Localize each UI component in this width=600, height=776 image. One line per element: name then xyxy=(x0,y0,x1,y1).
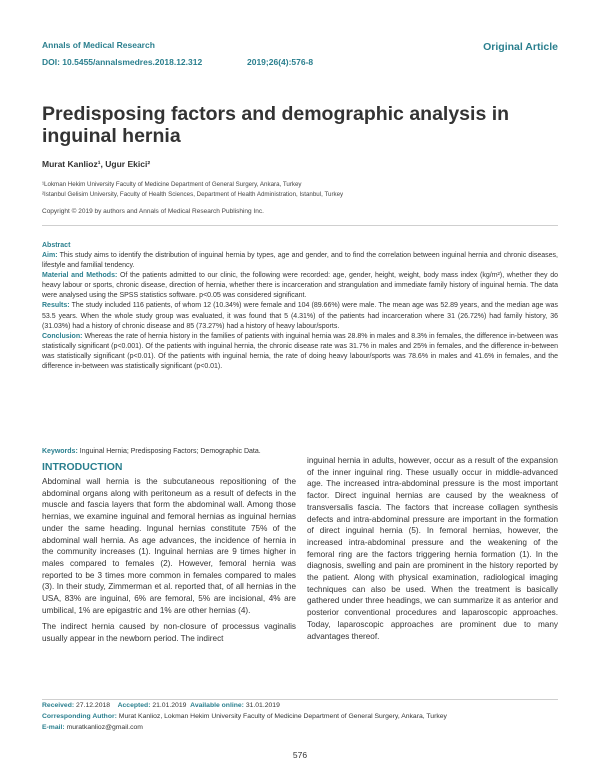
received-label: Received: xyxy=(42,702,75,709)
article-type: Original Article xyxy=(483,41,558,53)
abstract-body xyxy=(42,251,558,372)
section-heading-introduction: INTRODUCTION xyxy=(42,461,123,473)
paragraph: The indirect hernia caused by non-closure of processus vaginalis usually appear in the newborn period. The indirect xyxy=(42,622,296,644)
accepted-date: 21.01.2019 xyxy=(152,702,187,709)
doi[interactable]: DOI: 10.5455/annalsmedres.2018.12.312 xyxy=(42,57,203,67)
journal-name: Annals of Medical Research xyxy=(42,40,155,50)
abstract-heading: Abstract xyxy=(42,242,71,249)
aim-text: This study aims to identify the distribution of inguinal hernia by types, age and gender, and to find the correlation between inguinal hernia and chronic diseases, lifestyle and familial tendency. xyxy=(42,252,558,270)
available-label: Available online: xyxy=(190,702,244,709)
results-text: The study included 116 patients, of whom 12 (10.34%) were female and 104 (89.66%) were male. The mean age was 52.89 years, and the median age was 53.5 years. When the whole study group was evaluated, it was found that 5 (4.31%) of the patients had incarceration where 31 (26.72%) had family history, 36 (31.03%) had a history of chronic disease and 85 (73.27%) had a history of heavy labour/sports. xyxy=(42,302,558,330)
corresponding-line xyxy=(42,713,447,720)
divider xyxy=(42,225,558,226)
abstract-conclusion xyxy=(42,332,558,372)
paragraph: inguinal hernia in adults, however, occur as a result of the expansion of the inner inguinal ring. These usually occur in middle-advanced age. The increased intra-abdominal pressure is the most important factor. Direct inguinal hernias are caused by the weakness of transversalis fascia. The factors that increase collagen synthesis defects and intra-abdominal pressure are important in the formation of direct inguinal hernia (5). In femoral hernias, however, the increased intra-abdominal pressure and the weakening of the femoral ring are the factors triggering hernia formation (1). In the diagnosis, swelling and pain are prominent in the history reported by the patient. Along with physical examination, radiological imaging techniques can also be used. When the treatment is basically gathered under three headings, we can summarize it as anterior and posterior conventional procedures and laparoscopic approaches. Today, laparoscopic approaches are prominent due to many advantages thereof. xyxy=(307,456,558,641)
volume-pages: 2019;26(4):576-8 xyxy=(247,57,314,67)
email-line xyxy=(42,724,143,731)
article-title: Predisposing factors and demographic analysis in inguinal hernia xyxy=(42,103,510,147)
paragraph: Abdominal wall hernia is the subcutaneous repositioning of the abdominal organs along with peritoneum as a result of defects in the muscle and fascia layers that form the abdominal wall. Among those hernias, we examine inguinal and femoral hernias as inguinal hernias under the same heading. Ingunal hernias constitute 75% of the abdominal wall hernia. As age advances, the incidence of hernia in the community increases (1). Inguinal hernias are 9 times higher in males compared to females (2). However, femoral hernia was reported to be 3 times more common in females compared to males (3). In their study, Zimmerman et al. reported that, of all hernias in the USA, 83% are inguinal, 6% are femoral, 5% are incisional, 4% are umbilical, 1% are epigastric and 1% are other hernias (4). xyxy=(42,477,296,615)
affiliation-1: ¹Lokman Hekim University Faculty of Medicine Department of General Surgery, Ankara, Turkey xyxy=(42,181,302,188)
keywords xyxy=(42,448,261,455)
methods-text: Of the patients admitted to our clinic, the following were recorded: age, gender, height, weight, body mass index (kg/m²), whether they do heavy labour or sports, chronic disease, direction of hernia, whether there is incarceration and strangulation and immediate family history of inguinal hernia. The data were analysed using the SPSS statistics software. p<0.05 was considered significant. xyxy=(42,272,558,300)
conclusion-text: Whereas the rate of hernia history in the families of patients with inguinal hernia was 28.8% in males and 8.3% in females, the difference in-between was statistically significant (p<0.001). Of the patients with inguinal hernia, the chronic disease rate was 31.7% in males and 25% in females, and the difference in-between was statistically significant (p<0.01). Of the patients with inguinal hernia, the rate of doing heavy labour/sports was 78.6% in males and 41.6% in females, and the difference in-between was statistically significant (p<0.01). xyxy=(42,332,558,371)
results-label: Results: xyxy=(42,302,70,310)
email-link[interactable]: muratkanlioz@gmail.com xyxy=(66,724,143,731)
abstract-aim xyxy=(42,251,558,271)
conclusion-label: Conclusion: xyxy=(42,332,83,340)
body-column-right xyxy=(307,455,558,647)
abstract-methods xyxy=(42,271,558,301)
email-label: E-mail: xyxy=(42,724,65,731)
methods-label: Material and Methods: xyxy=(42,272,118,280)
authors: Murat Kanlioz¹, Ugur Ekici² xyxy=(42,159,151,169)
copyright: Copyright © 2019 by authors and Annals of Medical Research Publishing Inc. xyxy=(42,208,264,215)
corresponding-label: Corresponding Author: xyxy=(42,713,117,720)
keywords-label: Keywords: xyxy=(42,448,78,455)
available-date: 31.01.2019 xyxy=(245,702,280,709)
received-date: 27.12.2018 xyxy=(76,702,111,709)
page-number: 576 xyxy=(292,750,308,760)
dates-line xyxy=(42,702,280,709)
aim-label: Aim: xyxy=(42,252,58,259)
affiliation-2: ²Istanbul Gelisim University, Faculty of Health Sciences, Department of Health Administration, Istanbul, Turkey xyxy=(42,191,344,198)
keywords-text: Inguinal Hernia; Predisposing Factors; Demographic Data. xyxy=(79,448,261,455)
abstract-results xyxy=(42,301,558,331)
corresponding-text: Murat Kanlioz, Lokman Hekim University Faculty of Medicine Department of General Surgery, Ankara, Turkey xyxy=(118,713,447,720)
body-column-left xyxy=(42,476,296,650)
footer-divider xyxy=(42,699,558,700)
accepted-label: Accepted: xyxy=(117,702,151,709)
